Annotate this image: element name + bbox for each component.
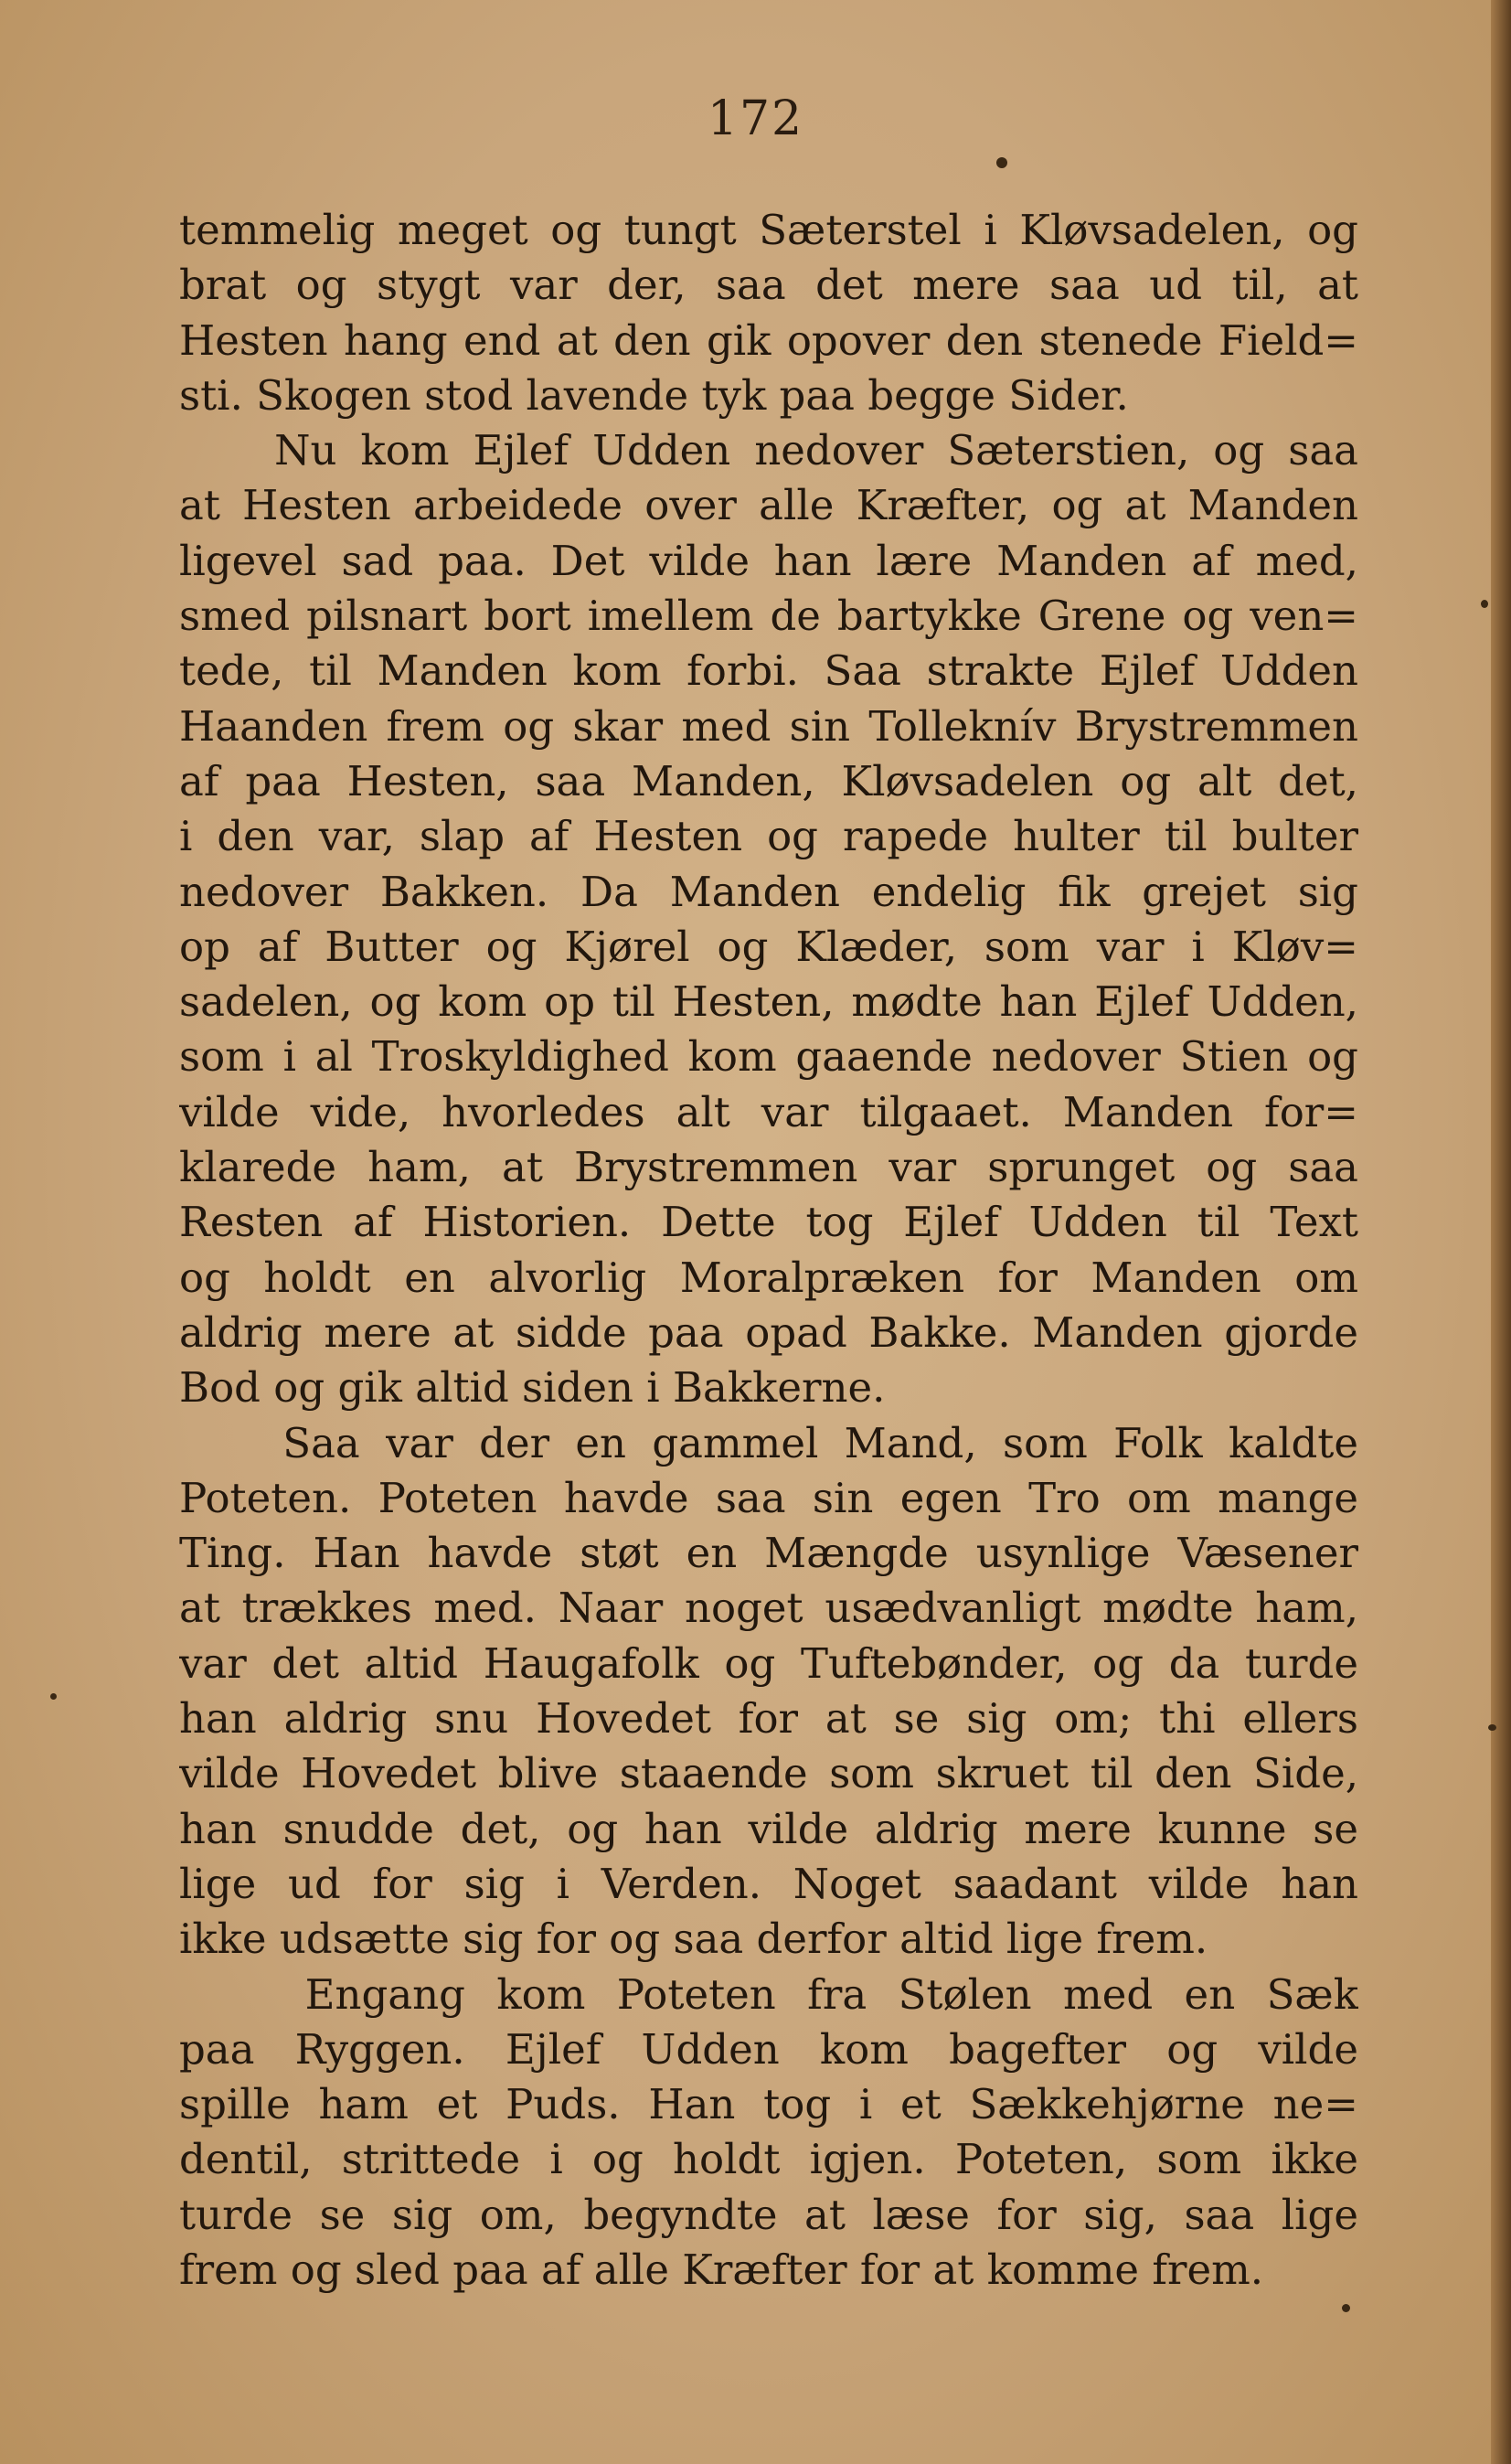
ink-speck bbox=[1488, 1724, 1496, 1731]
text-line: dentil, strittede i og holdt igjen. Poteten, som ikke bbox=[179, 2135, 1358, 2184]
text-line: smed pilsnart bort imellem de bartykke Grene og ven= bbox=[179, 592, 1358, 641]
ink-speck bbox=[996, 157, 1007, 168]
text-line: temmelig meget og tungt Sæterstel i Kløvsadelen, og bbox=[179, 206, 1358, 254]
text-line: aldrig mere at sidde paa opad Bakke. Manden gjorde bbox=[179, 1307, 1358, 1357]
text-line: Saa var der en gammel Mand, som Folk kaldte bbox=[179, 1418, 1358, 1467]
text-line: af paa Hesten, saa Manden, Kløvsadelen og alt det, bbox=[179, 756, 1358, 805]
text-line: op af Butter og Kjørel og Klæder, som var i Kløv= bbox=[179, 922, 1358, 971]
ink-speck bbox=[1342, 2304, 1350, 2312]
text-line: vilde vide, hvorledes alt var tilgaaet. Manden for= bbox=[179, 1087, 1358, 1136]
text-line: og holdt en alvorlig Moralpræken for Manden om bbox=[179, 1253, 1358, 1302]
text-line: nedover Bakken. Da Manden endelig fik grejet sig bbox=[179, 867, 1358, 916]
page-edge-shadow bbox=[1491, 0, 1511, 2464]
text-line: brat og stygt var der, saa det mere saa ud til, at bbox=[179, 261, 1358, 310]
text-line: vilde Hovedet blive staaende som skruet til den Side, bbox=[179, 1749, 1358, 1798]
text-line: ikke udsætte sig for og saa derfor altid lige frem. bbox=[179, 1915, 1208, 1964]
text-line: Bod og gik altid siden i Bakkerne. bbox=[179, 1363, 886, 1413]
body-text bbox=[179, 203, 1358, 2298]
text-line: Hesten hang end at den gik opover den stenede Field= bbox=[179, 315, 1358, 365]
text-line: at trækkes med. Naar noget usædvanligt mødte ham, bbox=[179, 1584, 1358, 1633]
text-line: han snudde det, og han vilde aldrig mere kunne se bbox=[179, 1804, 1358, 1853]
text-line: tede, til Manden kom forbi. Saa strakte Ejlef Udden bbox=[179, 646, 1358, 696]
text-line: Nu kom Ejlef Udden nedover Sæterstien, og saa bbox=[179, 426, 1358, 475]
page-number: 172 bbox=[707, 91, 804, 146]
text-line: frem og sled paa af alle Kræfter for at komme frem. bbox=[179, 2245, 1264, 2294]
text-line: Haanden frem og skar med sin Tolleknív Brystremmen bbox=[179, 701, 1358, 751]
text-line: spille ham et Puds. Han tog i et Sækkehjørne ne= bbox=[179, 2080, 1358, 2129]
text-line: sti. Skogen stod lavende tyk paa begge Sider. bbox=[179, 370, 1129, 420]
text-line: Poteten. Poteten havde saa sin egen Tro om mange bbox=[179, 1473, 1358, 1522]
text-line: paa Ryggen. Ejlef Udden kom bagefter og vilde bbox=[179, 2024, 1358, 2074]
text-line: turde se sig om, begyndte at læse for sig, saa lige bbox=[179, 2190, 1358, 2239]
text-line: han aldrig snu Hovedet for at se sig om; thi ellers bbox=[179, 1694, 1358, 1744]
text-line: som i al Troskyldighed kom gaaende nedover Stien og bbox=[179, 1032, 1358, 1082]
text-line: ligevel sad paa. Det vilde han lære Manden af med, bbox=[179, 536, 1358, 585]
text-line: lige ud for sig i Verden. Noget saadant vilde han bbox=[179, 1859, 1358, 1908]
text-line: i den var, slap af Hesten og rapede hulter til bulter bbox=[179, 812, 1358, 861]
ink-speck bbox=[1481, 600, 1488, 608]
text-line: at Hesten arbeidede over alle Kræfter, og at Manden bbox=[179, 481, 1358, 530]
text-line: var det altid Haugafolk og Tuftebønder, og da turde bbox=[179, 1638, 1358, 1688]
text-line: klarede ham, at Brystremmen var sprunget og saa bbox=[179, 1143, 1358, 1192]
text-line: sadelen, og kom op til Hesten, mødte han Ejlef Udden, bbox=[179, 977, 1358, 1027]
ink-speck bbox=[50, 1693, 57, 1700]
text-line: Engang kom Poteten fra Stølen med en Sæk bbox=[179, 1969, 1358, 2019]
text-line: Resten af Historien. Dette tog Ejlef Udden til Text bbox=[179, 1198, 1358, 1247]
text-line: Ting. Han havde støt en Mængde usynlige Væsener bbox=[179, 1529, 1358, 1578]
